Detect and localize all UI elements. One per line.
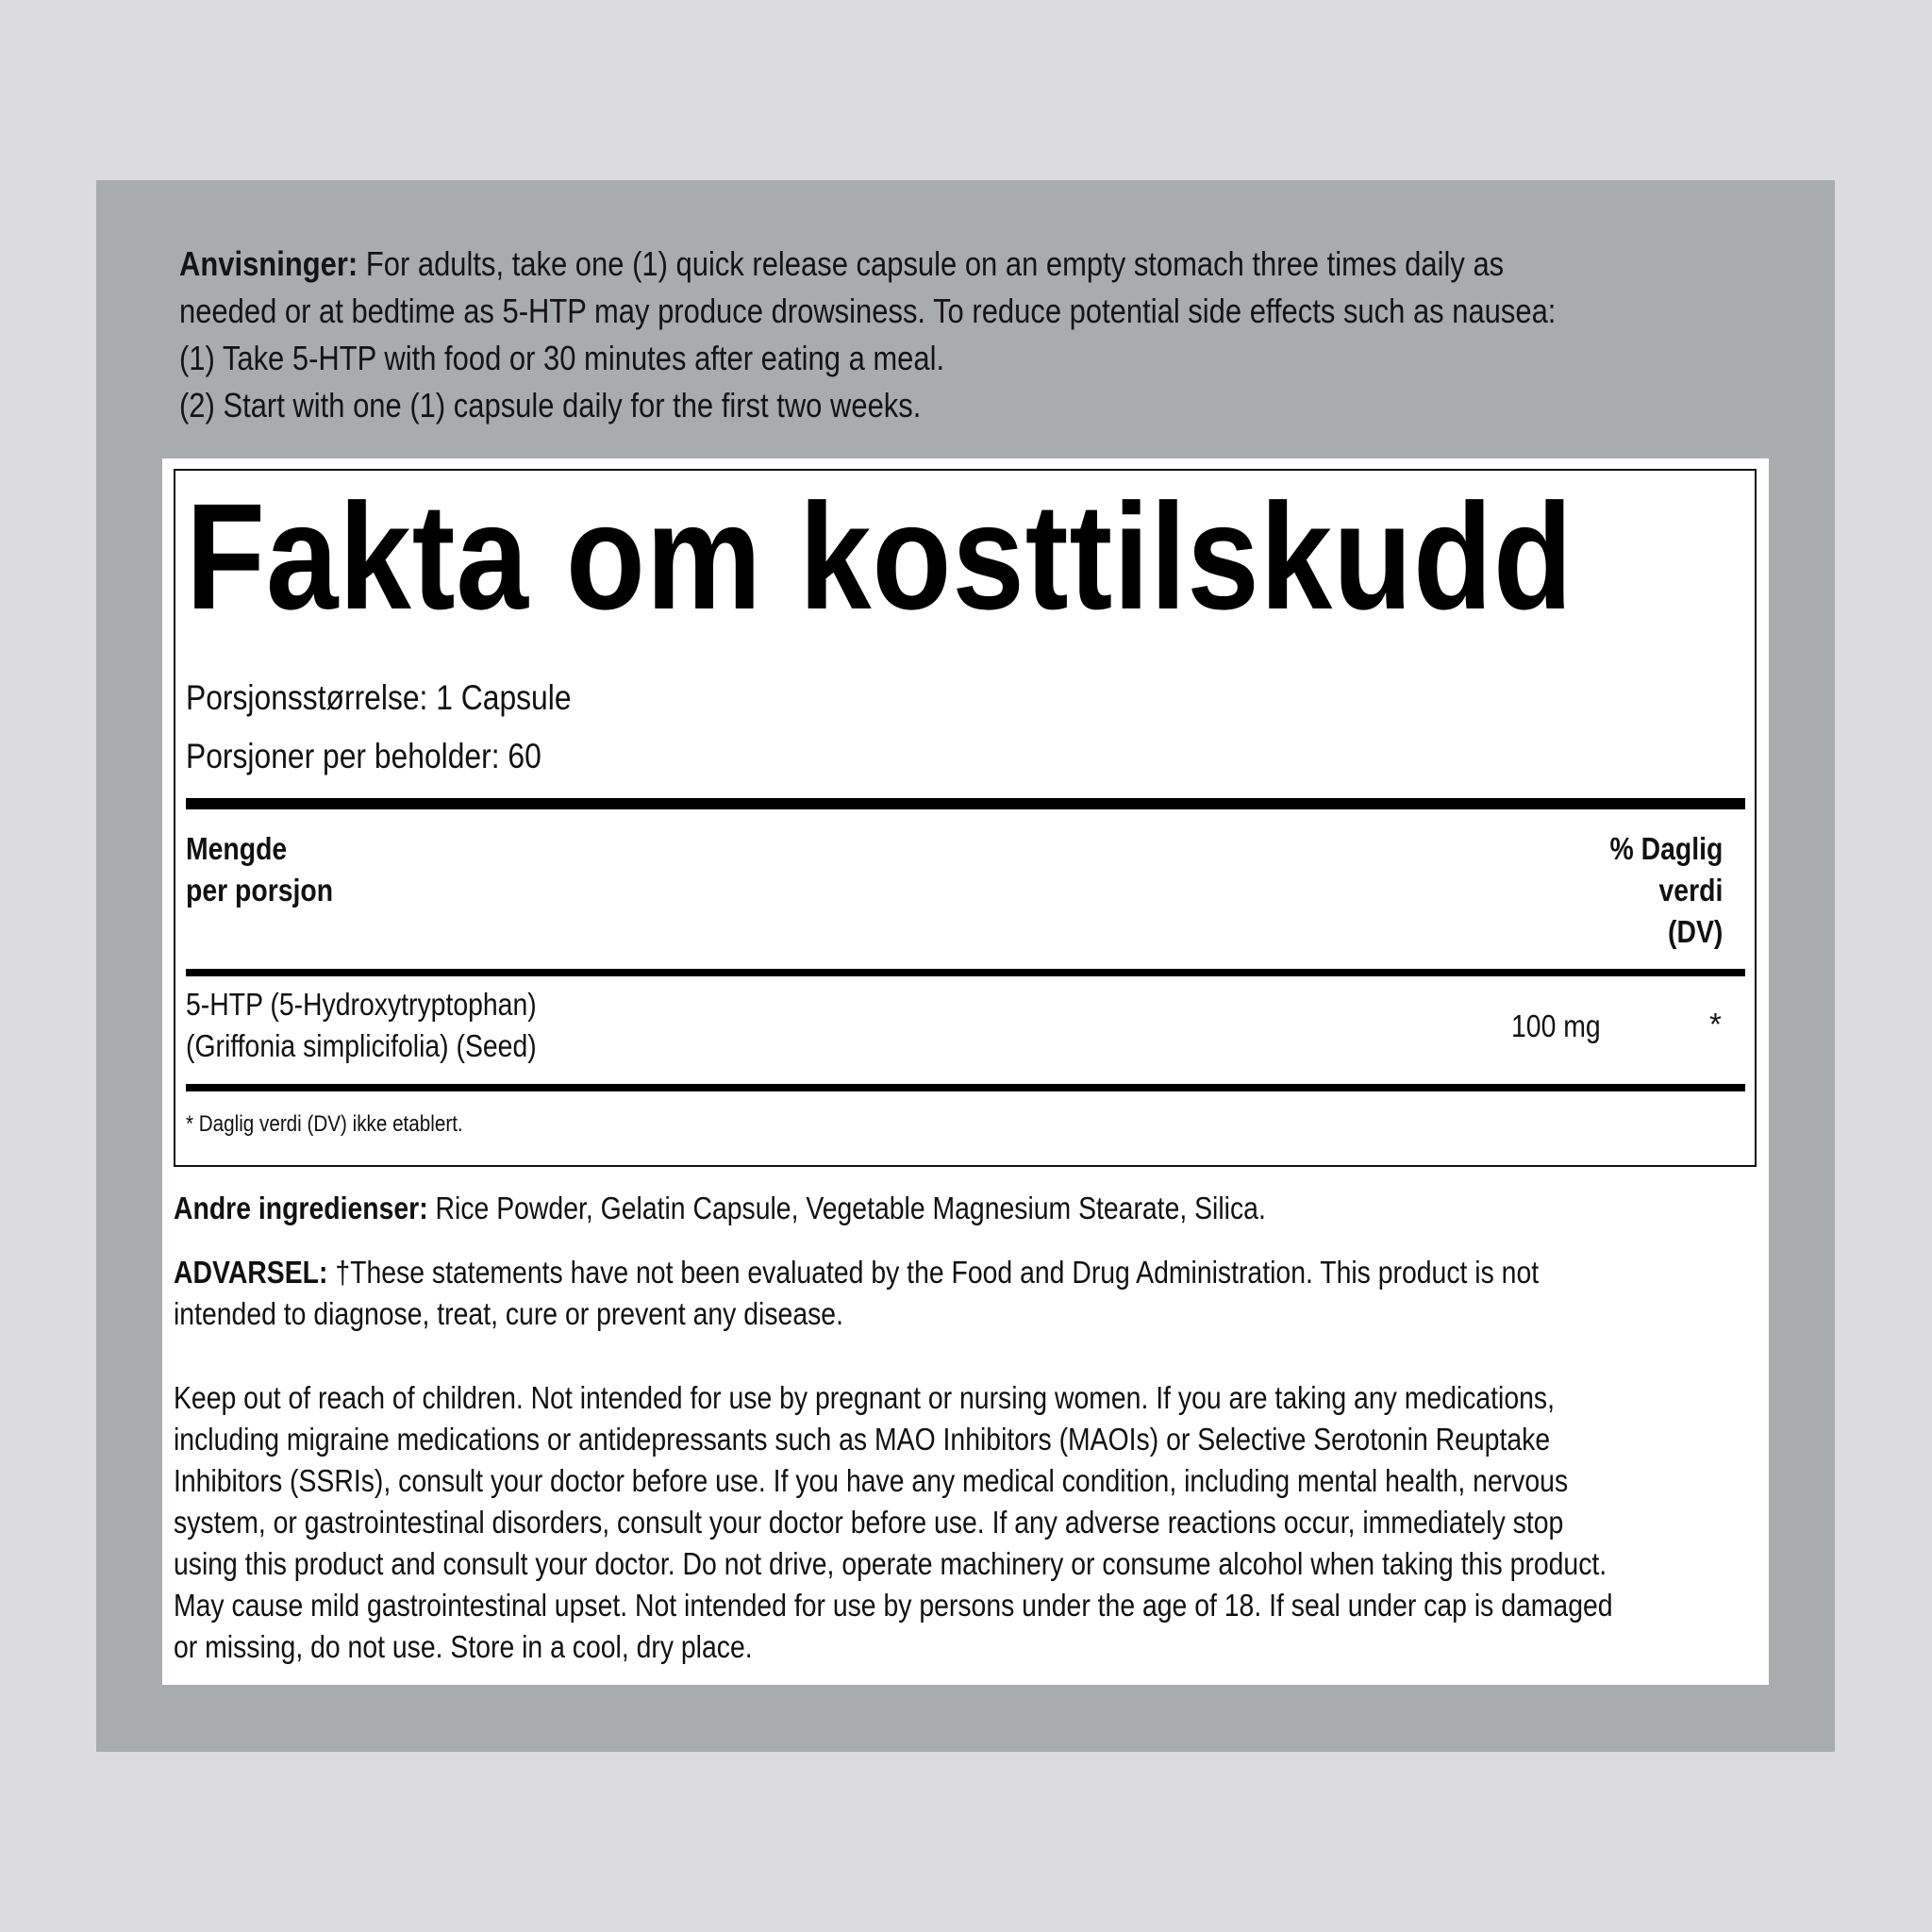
bottom-divider: [186, 1084, 1745, 1091]
serving-size: Porsjonsstørrelse: 1 Capsule: [186, 678, 572, 717]
ingredient-name: 5-HTP (5-Hydroxytryptophan) (Griffonia simplicifolia) (Seed): [186, 987, 537, 1063]
warning-text: ADVARSEL: †These statements have not been evaluated by the Food and Drug Administration. This product is not intended to diagnose, treat, cure or prevent any disease.: [174, 1255, 1540, 1331]
facts-title: Fakta om kosttilskudd: [186, 472, 1574, 641]
ingredient-amount: 100 mg: [1511, 1008, 1601, 1043]
directions-line-1: Anvisninger: For adults, take one (1) quick release capsule on an empty stomach three times daily as: [179, 244, 1505, 283]
daily-value-header: % Daglig verdi (DV): [1609, 831, 1723, 949]
warning-label: ADVARSEL:: [174, 1255, 328, 1290]
thick-divider: [186, 798, 1745, 809]
other-ingredients: Andre ingredienser: Rice Powder, Gelatin Capsule, Vegetable Magnesium Stearate, Silica.: [174, 1191, 1266, 1225]
ingredient-daily-value: *: [1709, 1007, 1722, 1041]
directions-line-2: needed or at bedtime as 5-HTP may produce drowsiness. To reduce potential side effects such as nausea:: [179, 291, 1557, 330]
daily-value-footnote: * Daglig verdi (DV) ikke etablert.: [186, 1111, 463, 1137]
directions-label: Anvisninger:: [179, 244, 358, 283]
directions-line-3: (1) Take 5-HTP with food or 30 minutes after eating a meal.: [179, 339, 945, 377]
servings-per-container: Porsjoner per beholder: 60: [186, 737, 541, 775]
directions-text: [179, 241, 1802, 429]
caution-text: Keep out of reach of children. Not intended for use by pregnant or nursing women. If you are taking any medications, including migraine medications or antidepressants such as MAO Inhibitors (MAOIs) or Selective Serotonin Reuptake Inhibitors (SSRIs), consult your doctor before use. If you have any medical condition, including mental health, nervous system, or gastrointestinal disorders, consult your doctor before use. If any adverse reactions occur, immediately stop using this product and consult your doctor. Do not drive, operate machinery or consume alcohol when taking this product. May cause mild gastrointestinal upset. Not intended for use by persons under the age of 18. If seal under cap is damaged or missing, do not use. Store in a cool, dry place.: [174, 1380, 1613, 1664]
directions-line-4: (2) Start with one (1) capsule daily for the first two weeks.: [179, 386, 922, 425]
medium-divider: [186, 969, 1745, 976]
other-ingredients-label: Andre ingredienser:: [174, 1191, 428, 1225]
amount-per-serving-header: Mengde per porsjon: [186, 831, 334, 908]
